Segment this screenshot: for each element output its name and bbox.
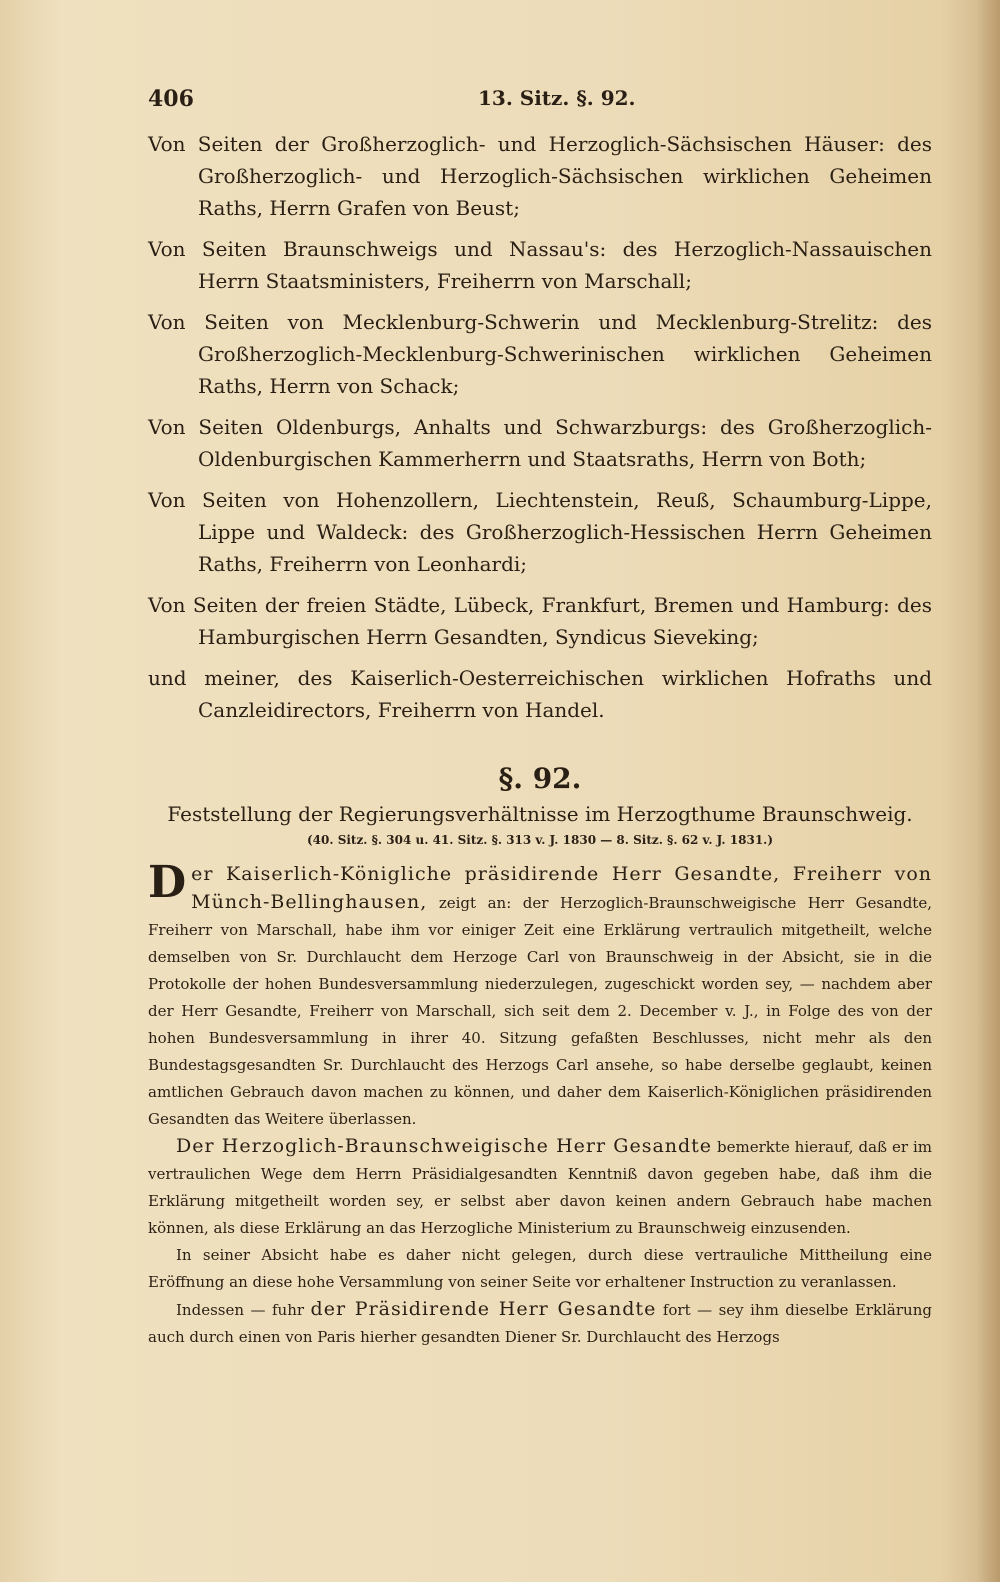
page-header bbox=[148, 86, 932, 116]
speaker-lead: der Präsidirende Herr Gesandte bbox=[310, 1298, 657, 1320]
paragraph-3: In seiner Absicht habe es daher nicht gelegen, durch diese vertrauliche Mittheilung eine Eröffnung an diese hohe Versammlung von seiner Seite vor erhaltener Instruction zu veranlassen. bbox=[148, 1246, 932, 1291]
delegate-entry: Von Seiten Braunschweigs und Nassau's: des Herzoglich-Nassauischen Herrn Staatsministers, Freiherrn von Marschall; bbox=[148, 237, 932, 293]
paragraph-1: Der Kaiserlich-Königliche präsidirende Herr Gesandte, Freiherr von Münch-Bellinghausen, zeigt an: der Herzoglich-Braunschweigische Herr Gesandte, Freiherr von Marschall, habe ihm vor einiger Zeit eine Erklärung vertraulich mitgetheilt, welche demselben von Sr. Durchlaucht dem Herzoge Carl von Braunschweig in der Absicht, sie in die Protokolle der hohen Bundesversammlung niederzulegen, zugeschickt worden sey, — nachdem aber der Herr Gesandte, Freiherr von Marschall, sich seit dem 2. December v. J., in Folge des von der hohen Bundesversammlung in ihrer 40. Sitzung gefaßten Beschlusses, nicht mehr als den Bundestagsgesandten Sr. Durchlaucht des Herzogs Carl ansehe, so habe derselbe geglaubt, keinen amtlichen Gebrauch davon machen zu können, und daher dem Kaiserlich-Königlichen präsidirenden Gesandten das Weitere überlassen. bbox=[148, 857, 932, 1128]
page-spine-shadow bbox=[976, 0, 1000, 1582]
section-number: §. 92. bbox=[498, 762, 582, 795]
paragraph-4: Indessen — fuhr der Präsidirende Herr Gesandte fort — sey ihm dieselbe Erklärung auch durch einen von Paris hierher gesandten Diener Sr. Durchlaucht des Herzogs bbox=[148, 1298, 932, 1346]
page-number: 406 bbox=[148, 86, 194, 112]
running-head: 13. Sitz. §. 92. bbox=[478, 86, 636, 110]
delegate-entry: Von Seiten von Hohenzollern, Liechtenstein, Reuß, Schaumburg-Lippe, Lippe und Waldeck: des Großherzoglich-Hessischen Herrn Geheimen Raths, Freiherrn von Leonhardi; bbox=[148, 488, 932, 576]
delegate-entry: Von Seiten der freien Städte, Lübeck, Frankfurt, Bremen und Hamburg: des Hamburgischen Herrn Gesandten, Syndicus Sieveking; bbox=[148, 593, 932, 649]
speaker-lead: Der Herzoglich-Braunschweigische Herr Gesandte bbox=[176, 1135, 713, 1157]
delegate-entry: Von Seiten der Großherzoglich- und Herzoglich-Sächsischen Häuser: des Großherzoglich- und Herzoglich-Sächsischen wirklichen Geheimen Raths, Herrn Grafen von Beust; bbox=[148, 132, 932, 220]
section-title: Feststellung der Regierungsverhältnisse im Herzogthume Braunschweig. bbox=[167, 802, 913, 826]
section-reference: (40. Sitz. §. 304 u. 41. Sitz. §. 313 v. J. 1830 — 8. Sitz. §. 62 v. J. 1831.) bbox=[306, 833, 774, 847]
delegate-entry: Von Seiten Oldenburgs, Anhalts und Schwarzburgs: des Großherzoglich-Oldenburgischen Kammerherrn und Staatsraths, Herrn von Both; bbox=[148, 415, 932, 471]
delegate-entry: und meiner, des Kaiserlich-Oesterreichischen wirklichen Hofraths und Canzleidirectors, Freiherrn von Handel. bbox=[148, 666, 932, 722]
speaker-lead: Der Kaiserlich-Königliche präsidirende Herr Gesandte, Freiherr von Münch-Bellinghausen, bbox=[148, 857, 932, 913]
delegate-entry: Von Seiten von Mecklenburg-Schwerin und Mecklenburg-Strelitz: des Großherzoglich-Mecklenburg-Schwerinischen wirklichen Geheimen Raths, Herrn von Schack; bbox=[148, 310, 932, 398]
page-content bbox=[148, 128, 932, 1351]
paragraph-2: Der Herzoglich-Braunschweigische Herr Gesandte bemerkte hierauf, daß er im vertraulichen Wege dem Herrn Präsidialgesandten Kenntniß davon gegeben habe, daß ihm die Erklärung mitgetheilt worden sey, er selbst aber davon keinen andern Gebrauch habe machen können, als diese Erklärung an das Herzogliche Ministerium zu Braunschweig einzusenden. bbox=[148, 1135, 932, 1237]
